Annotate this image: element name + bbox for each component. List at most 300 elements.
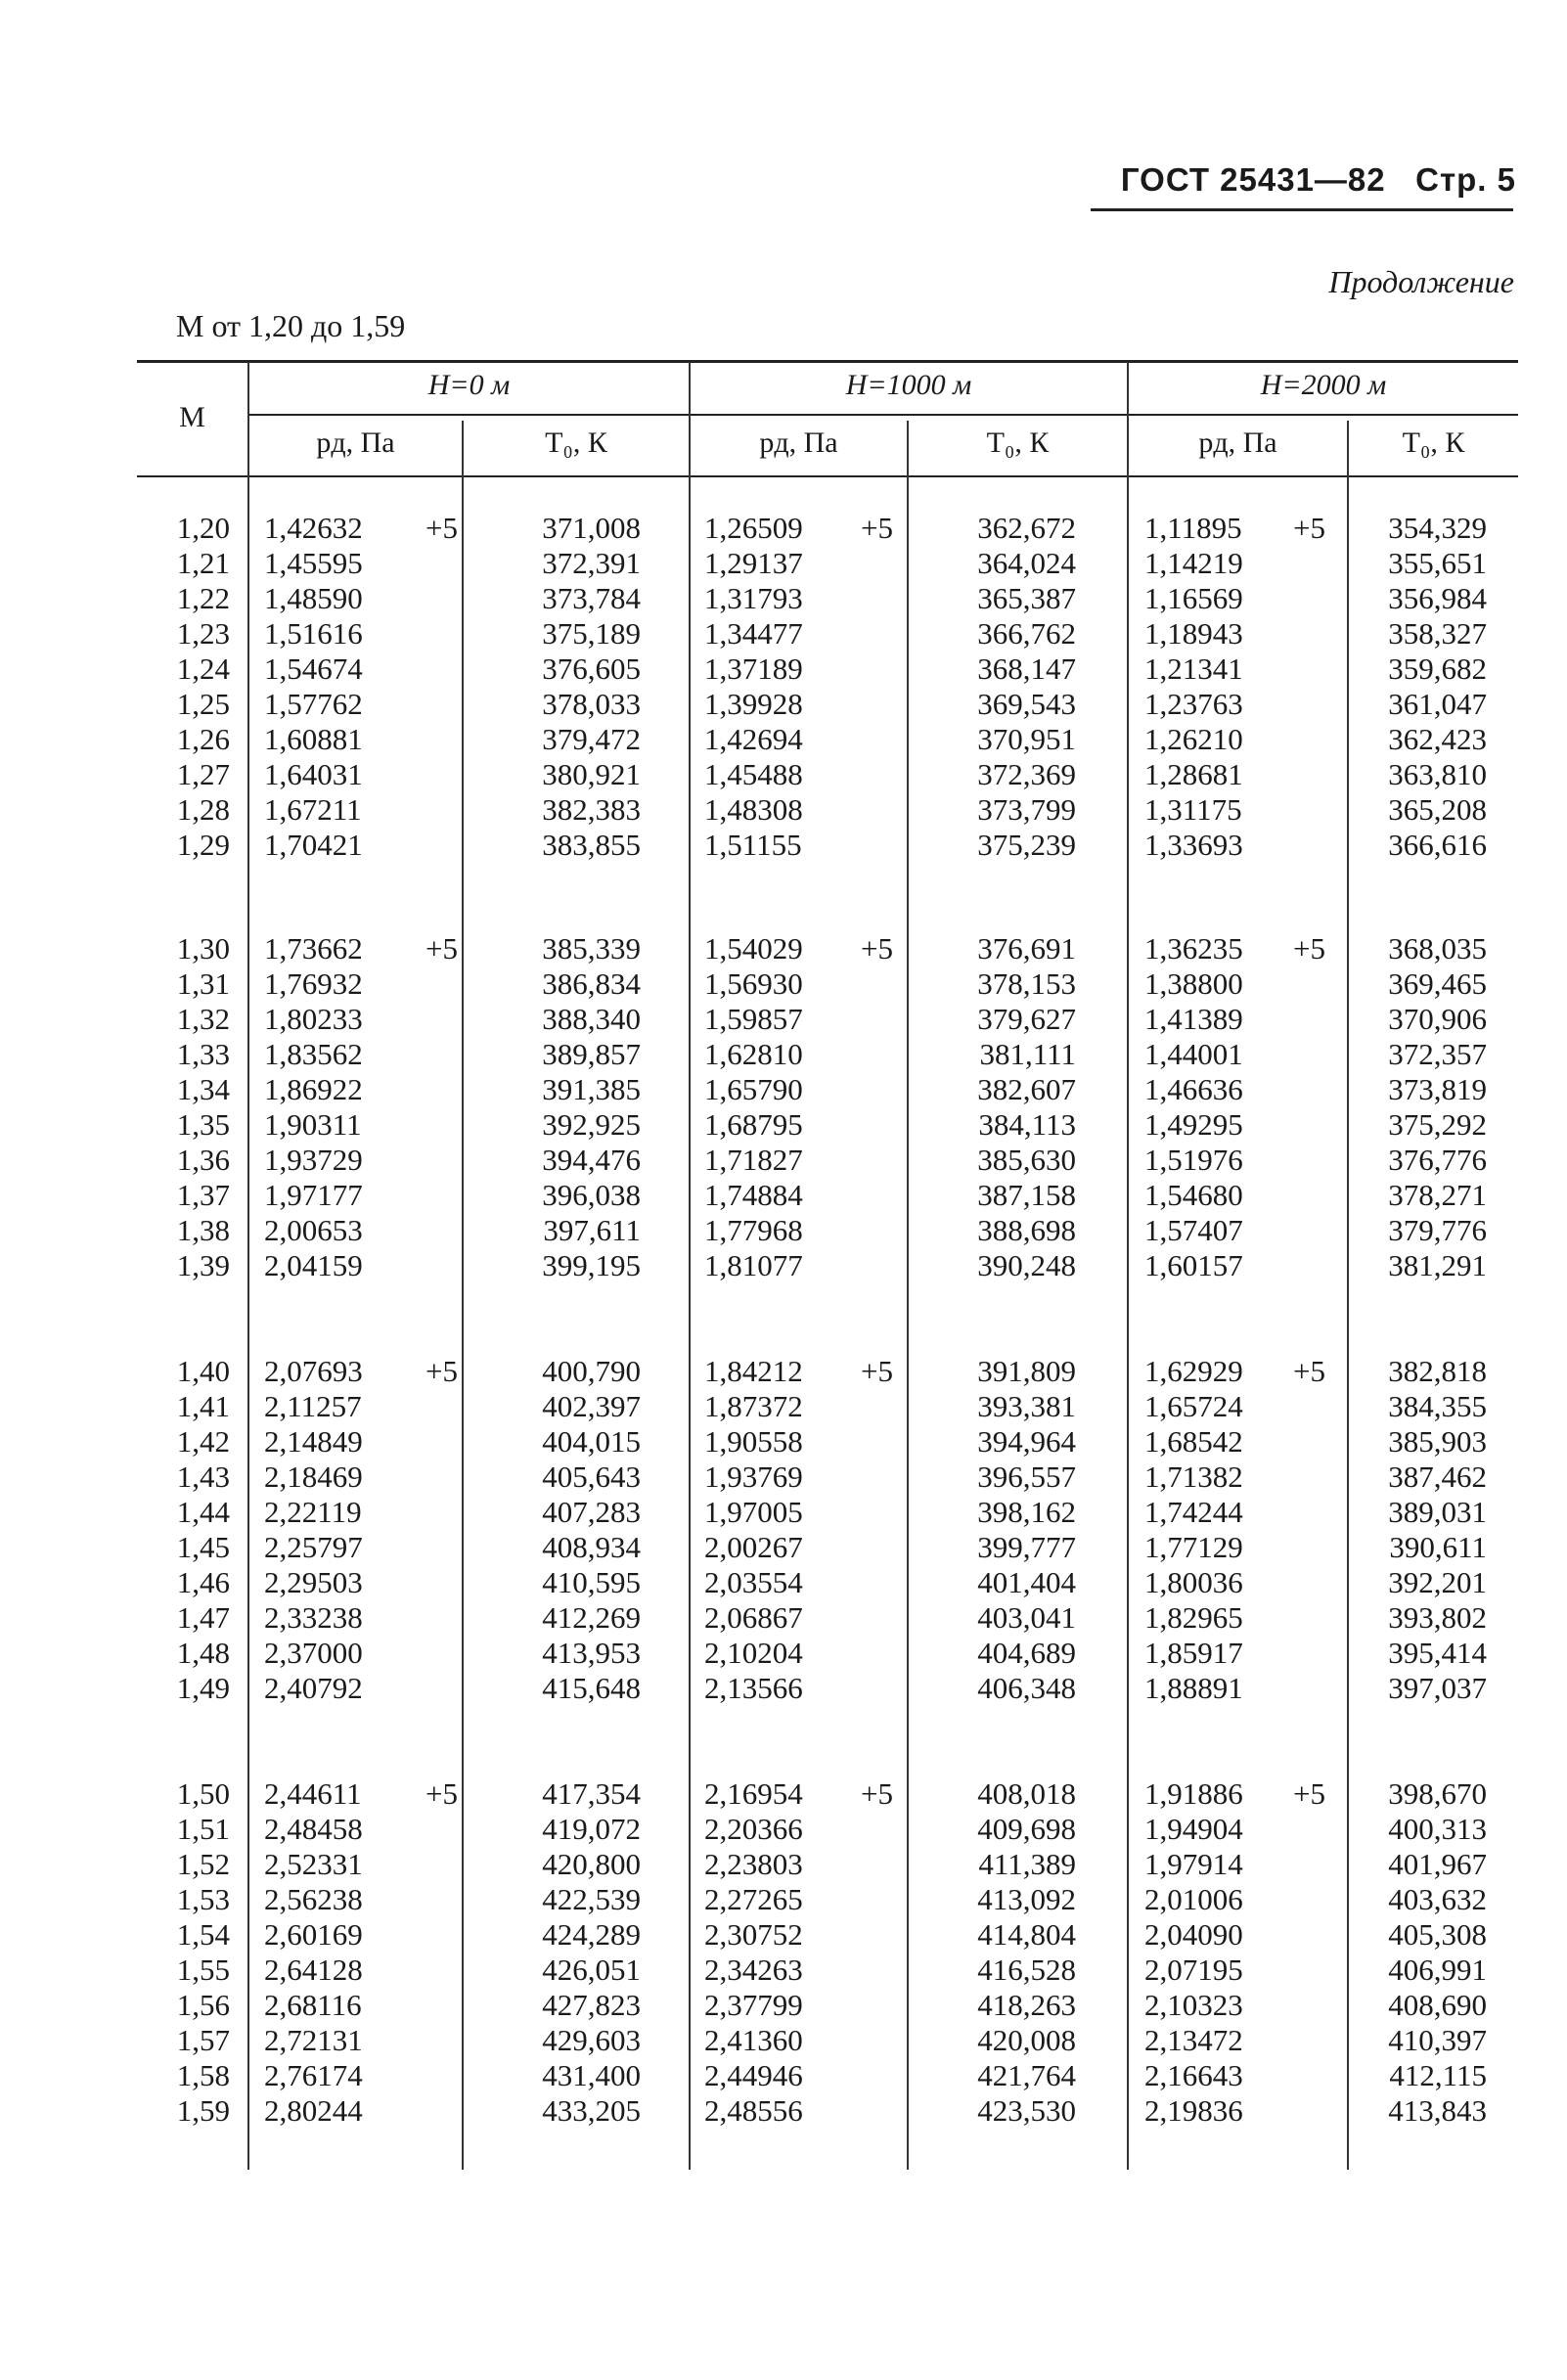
cell-p1-1-49: 2,13566 — [704, 1671, 803, 1705]
cell-p2-1-42: 1,68542 — [1144, 1424, 1243, 1459]
cell-t1-1-20: 362,672 — [977, 511, 1076, 545]
cell-t1-1-46: 401,404 — [977, 1565, 1076, 1599]
cell-p1-1-45: 2,00267 — [704, 1530, 803, 1564]
subheader-pressure-0: pд, Па — [316, 427, 395, 459]
cell-p0-1-55: 2,64128 — [264, 1953, 363, 1987]
cell-t1-1-40: 391,809 — [977, 1354, 1076, 1388]
cell-t1-1-59: 423,530 — [977, 2093, 1076, 2128]
cell-p0-1-41: 2,11257 — [264, 1389, 362, 1423]
cell-p1-1-57: 2,41360 — [704, 2023, 803, 2057]
cell-t2-1-51: 400,313 — [1388, 1812, 1487, 1846]
cell-t2-1-59: 413,843 — [1388, 2093, 1487, 2128]
cell-p1-1-58: 2,44946 — [704, 2058, 803, 2092]
cell-M-1-58: 1,58 — [176, 2058, 230, 2092]
cell-t2-1-23: 358,327 — [1388, 616, 1487, 651]
cell-p0-1-58: 2,76174 — [264, 2058, 363, 2092]
cell-t0-1-40: 400,790 — [542, 1354, 641, 1388]
cell-p0-1-46: 2,29503 — [264, 1565, 363, 1599]
cell-M-1-38: 1,38 — [176, 1213, 230, 1247]
cell-M-1-27: 1,27 — [176, 757, 230, 791]
cell-M-1-29: 1,29 — [176, 828, 230, 862]
cell-M-1-32: 1,32 — [176, 1002, 230, 1036]
cell-p2-1-36: 1,51976 — [1144, 1143, 1243, 1177]
exponent-marker: +5 — [1293, 931, 1325, 965]
cell-t2-1-21: 355,651 — [1388, 546, 1487, 580]
cell-M-1-23: 1,23 — [176, 616, 230, 651]
cell-t1-1-21: 364,024 — [977, 546, 1076, 580]
cell-t2-1-47: 393,802 — [1388, 1600, 1487, 1635]
cell-t2-1-57: 410,397 — [1388, 2023, 1487, 2057]
cell-p0-1-30: 1,73662 — [264, 931, 363, 965]
cell-t0-1-38: 397,611 — [543, 1213, 641, 1247]
cell-p2-1-45: 1,77129 — [1144, 1530, 1243, 1564]
cell-p1-1-44: 1,97005 — [704, 1495, 803, 1529]
m-column-header: М — [179, 401, 205, 433]
cell-p2-1-31: 1,38800 — [1144, 966, 1243, 1001]
cell-M-1-54: 1,54 — [176, 1917, 230, 1952]
cell-p0-1-25: 1,57762 — [264, 687, 363, 721]
subcol-separator-1 — [462, 421, 464, 2170]
cell-p0-1-59: 2,80244 — [264, 2093, 363, 2128]
page-number: Стр. 5 — [1415, 161, 1516, 198]
cell-p1-1-29: 1,51155 — [704, 828, 802, 862]
cell-p0-1-31: 1,76932 — [264, 966, 363, 1001]
cell-p2-1-27: 1,28681 — [1144, 757, 1243, 791]
cell-p2-1-22: 1,16569 — [1144, 581, 1243, 615]
cell-t2-1-58: 412,115 — [1389, 2058, 1487, 2092]
cell-p1-1-52: 2,23803 — [704, 1847, 803, 1881]
cell-t1-1-48: 404,689 — [977, 1636, 1076, 1670]
cell-M-1-56: 1,56 — [176, 1988, 230, 2022]
cell-t2-1-26: 362,423 — [1388, 722, 1487, 756]
cell-t0-1-55: 426,051 — [542, 1953, 641, 1987]
cell-t0-1-45: 408,934 — [542, 1530, 641, 1564]
cell-p0-1-39: 2,04159 — [264, 1248, 363, 1282]
cell-t1-1-44: 398,162 — [977, 1495, 1076, 1529]
altitude-separator-1 — [689, 362, 691, 2170]
cell-t1-1-53: 413,092 — [977, 1882, 1076, 1916]
cell-p0-1-54: 2,60169 — [264, 1917, 363, 1952]
cell-t0-1-25: 378,033 — [542, 687, 641, 721]
cell-p1-1-46: 2,03554 — [704, 1565, 803, 1599]
altitude-header-0: H=0 м — [427, 369, 511, 401]
cell-p1-1-26: 1,42694 — [704, 722, 803, 756]
exponent-marker: +5 — [861, 931, 893, 965]
cell-p0-1-38: 2,00653 — [264, 1213, 363, 1247]
cell-t1-1-51: 409,698 — [977, 1812, 1076, 1846]
cell-p1-1-40: 1,84212 — [704, 1354, 803, 1388]
cell-t2-1-24: 359,682 — [1388, 651, 1487, 686]
cell-t1-1-32: 379,627 — [977, 1002, 1076, 1036]
cell-p2-1-41: 1,65724 — [1144, 1389, 1243, 1423]
cell-t0-1-30: 385,339 — [542, 931, 641, 965]
cell-p1-1-55: 2,34263 — [704, 1953, 803, 1987]
cell-p2-1-21: 1,14219 — [1144, 546, 1243, 580]
cell-t0-1-56: 427,823 — [542, 1988, 641, 2022]
cell-t0-1-36: 394,476 — [542, 1143, 641, 1177]
cell-t2-1-29: 366,616 — [1388, 828, 1487, 862]
cell-t2-1-53: 403,632 — [1388, 1882, 1487, 1916]
cell-M-1-43: 1,43 — [176, 1459, 230, 1494]
cell-p0-1-24: 1,54674 — [264, 651, 363, 686]
cell-p1-1-56: 2,37799 — [704, 1988, 803, 2022]
cell-t0-1-54: 424,289 — [542, 1917, 641, 1952]
exponent-marker: +5 — [425, 511, 458, 545]
cell-p1-1-50: 2,16954 — [704, 1776, 803, 1811]
subheader-temp-0: T₀, К — [545, 427, 607, 459]
cell-M-1-46: 1,46 — [176, 1565, 230, 1599]
cell-t1-1-55: 416,528 — [977, 1953, 1076, 1987]
cell-p1-1-33: 1,62810 — [704, 1037, 803, 1071]
cell-t0-1-41: 402,397 — [542, 1389, 641, 1423]
cell-p0-1-22: 1,48590 — [264, 581, 363, 615]
cell-t1-1-43: 396,557 — [977, 1459, 1076, 1494]
cell-M-1-34: 1,34 — [176, 1072, 230, 1106]
cell-t1-1-50: 408,018 — [977, 1776, 1076, 1811]
cell-t2-1-25: 361,047 — [1388, 687, 1487, 721]
cell-p1-1-21: 1,29137 — [704, 546, 803, 580]
cell-t2-1-39: 381,291 — [1388, 1248, 1487, 1282]
cell-M-1-49: 1,49 — [176, 1671, 230, 1705]
cell-p0-1-52: 2,52331 — [264, 1847, 363, 1881]
cell-t2-1-43: 387,462 — [1388, 1459, 1487, 1494]
cell-p1-1-39: 1,81077 — [704, 1248, 803, 1282]
cell-p0-1-42: 2,14849 — [264, 1424, 363, 1459]
cell-p0-1-20: 1,42632 — [264, 511, 363, 545]
cell-p0-1-53: 2,56238 — [264, 1882, 363, 1916]
cell-p1-1-53: 2,27265 — [704, 1882, 803, 1916]
cell-M-1-36: 1,36 — [176, 1143, 230, 1177]
cell-t2-1-28: 365,208 — [1388, 792, 1487, 827]
cell-p1-1-31: 1,56930 — [704, 966, 803, 1001]
cell-p2-1-25: 1,23763 — [1144, 687, 1243, 721]
cell-p1-1-24: 1,37189 — [704, 651, 803, 686]
cell-p0-1-50: 2,44611 — [264, 1776, 362, 1811]
cell-p1-1-43: 1,93769 — [704, 1459, 803, 1494]
cell-t1-1-25: 369,543 — [977, 687, 1076, 721]
cell-t1-1-49: 406,348 — [977, 1671, 1076, 1705]
cell-t0-1-27: 380,921 — [542, 757, 641, 791]
cell-p0-1-56: 2,68116 — [264, 1988, 362, 2022]
cell-t0-1-23: 375,189 — [542, 616, 641, 651]
cell-t0-1-53: 422,539 — [542, 1882, 641, 1916]
cell-t2-1-34: 373,819 — [1388, 1072, 1487, 1106]
exponent-marker: +5 — [1293, 511, 1325, 545]
cell-M-1-57: 1,57 — [176, 2023, 230, 2057]
cell-p2-1-44: 1,74244 — [1144, 1495, 1243, 1529]
cell-p2-1-50: 1,91886 — [1144, 1776, 1243, 1811]
cell-M-1-53: 1,53 — [176, 1882, 230, 1916]
cell-p2-1-34: 1,46636 — [1144, 1072, 1243, 1106]
cell-p1-1-27: 1,45488 — [704, 757, 803, 791]
cell-p2-1-46: 1,80036 — [1144, 1565, 1243, 1599]
cell-t0-1-37: 396,038 — [542, 1178, 641, 1212]
cell-t2-1-44: 389,031 — [1388, 1495, 1487, 1529]
exponent-marker: +5 — [425, 1354, 458, 1388]
cell-M-1-59: 1,59 — [176, 2093, 230, 2128]
cell-p0-1-44: 2,22119 — [264, 1495, 362, 1529]
cell-t1-1-47: 403,041 — [977, 1600, 1076, 1635]
cell-p0-1-28: 1,67211 — [264, 792, 362, 827]
cell-p0-1-49: 2,40792 — [264, 1671, 363, 1705]
cell-t1-1-30: 376,691 — [977, 931, 1076, 965]
cell-t1-1-45: 399,777 — [977, 1530, 1076, 1564]
cell-p1-1-36: 1,71827 — [704, 1143, 803, 1177]
cell-t2-1-32: 370,906 — [1388, 1002, 1487, 1036]
cell-p0-1-26: 1,60881 — [264, 722, 363, 756]
cell-p1-1-30: 1,54029 — [704, 931, 803, 965]
cell-p1-1-23: 1,34477 — [704, 616, 803, 651]
exponent-marker: +5 — [425, 931, 458, 965]
cell-p2-1-57: 2,13472 — [1144, 2023, 1243, 2057]
cell-p1-1-54: 2,30752 — [704, 1917, 803, 1952]
subheader-temp-1000: T₀, К — [986, 427, 1050, 459]
cell-t0-1-35: 392,925 — [542, 1107, 641, 1142]
cell-t1-1-24: 368,147 — [977, 651, 1076, 686]
cell-p1-1-20: 1,26509 — [704, 511, 803, 545]
cell-p0-1-47: 2,33238 — [264, 1600, 363, 1635]
cell-M-1-48: 1,48 — [176, 1636, 230, 1670]
cell-t0-1-20: 371,008 — [542, 511, 641, 545]
cell-p2-1-58: 2,16643 — [1144, 2058, 1243, 2092]
cell-p2-1-54: 2,04090 — [1144, 1917, 1243, 1952]
cell-t0-1-43: 405,643 — [542, 1459, 641, 1494]
cell-t2-1-48: 395,414 — [1388, 1636, 1487, 1670]
cell-t2-1-54: 405,308 — [1388, 1917, 1487, 1952]
cell-M-1-44: 1,44 — [176, 1495, 230, 1529]
exponent-marker: +5 — [1293, 1776, 1325, 1811]
cell-p2-1-43: 1,71382 — [1144, 1459, 1243, 1494]
cell-p1-1-42: 1,90558 — [704, 1424, 803, 1459]
cell-p2-1-37: 1,54680 — [1144, 1178, 1243, 1212]
cell-p0-1-43: 2,18469 — [264, 1459, 363, 1494]
cell-p0-1-33: 1,83562 — [264, 1037, 363, 1071]
cell-p0-1-36: 1,93729 — [264, 1143, 363, 1177]
cell-p2-1-56: 2,10323 — [1144, 1988, 1243, 2022]
cell-t2-1-52: 401,967 — [1388, 1847, 1487, 1881]
cell-p2-1-39: 1,60157 — [1144, 1248, 1243, 1282]
cell-t1-1-31: 378,153 — [977, 966, 1076, 1001]
exponent-marker: +5 — [861, 1354, 893, 1388]
cell-t1-1-56: 418,263 — [977, 1988, 1076, 2022]
subheader-temp-2000: T₀, К — [1402, 427, 1465, 459]
cell-M-1-26: 1,26 — [176, 722, 230, 756]
cell-t1-1-57: 420,008 — [977, 2023, 1076, 2057]
altitude-header-1000: H=1000 м — [845, 369, 972, 401]
cell-t1-1-35: 384,113 — [978, 1107, 1076, 1142]
cell-p0-1-35: 1,90311 — [264, 1107, 362, 1142]
cell-t0-1-51: 419,072 — [542, 1812, 641, 1846]
cell-t0-1-24: 376,605 — [542, 651, 641, 686]
cell-p0-1-51: 2,48458 — [264, 1812, 363, 1846]
cell-t0-1-22: 373,784 — [542, 581, 641, 615]
subheader-pressure-2000: pд, Па — [1198, 427, 1277, 459]
cell-p0-1-40: 2,07693 — [264, 1354, 363, 1388]
altitude-header-2000: H=2000 м — [1260, 369, 1387, 401]
cell-t2-1-55: 406,991 — [1388, 1953, 1487, 1987]
cell-t2-1-45: 390,611 — [1389, 1530, 1487, 1564]
cell-t2-1-41: 384,355 — [1388, 1389, 1487, 1423]
cell-p1-1-38: 1,77968 — [704, 1213, 803, 1247]
cell-M-1-40: 1,40 — [176, 1354, 230, 1388]
altitude-rule — [249, 414, 1518, 416]
cell-t1-1-41: 393,381 — [977, 1389, 1076, 1423]
subheader-pressure-1000: pд, Па — [759, 427, 838, 459]
m-column-separator — [247, 362, 249, 2170]
cell-t0-1-42: 404,015 — [542, 1424, 641, 1459]
cell-p0-1-29: 1,70421 — [264, 828, 363, 862]
cell-p2-1-59: 2,19836 — [1144, 2093, 1243, 2128]
cell-p1-1-37: 1,74884 — [704, 1178, 803, 1212]
cell-p0-1-21: 1,45595 — [264, 546, 363, 580]
table-top-rule — [137, 360, 1518, 363]
cell-t2-1-56: 408,690 — [1388, 1988, 1487, 2022]
cell-M-1-21: 1,21 — [176, 546, 230, 580]
cell-p0-1-27: 1,64031 — [264, 757, 363, 791]
cell-t1-1-33: 381,111 — [979, 1037, 1076, 1071]
cell-p2-1-28: 1,31175 — [1144, 792, 1242, 827]
cell-t0-1-52: 420,800 — [542, 1847, 641, 1881]
cell-M-1-30: 1,30 — [176, 931, 230, 965]
cell-t1-1-36: 385,630 — [977, 1143, 1076, 1177]
header-bottom-rule — [137, 475, 1518, 477]
cell-p1-1-47: 2,06867 — [704, 1600, 803, 1635]
cell-t2-1-42: 385,903 — [1388, 1424, 1487, 1459]
cell-t1-1-58: 421,764 — [977, 2058, 1076, 2092]
cell-t2-1-38: 379,776 — [1388, 1213, 1487, 1247]
cell-p2-1-23: 1,18943 — [1144, 616, 1243, 651]
cell-t1-1-52: 411,389 — [978, 1847, 1076, 1881]
cell-M-1-42: 1,42 — [176, 1424, 230, 1459]
continuation-label: Продолжение — [1328, 264, 1514, 299]
cell-p2-1-30: 1,36235 — [1144, 931, 1243, 965]
cell-p0-1-37: 1,97177 — [264, 1178, 363, 1212]
cell-p2-1-33: 1,44001 — [1144, 1037, 1243, 1071]
cell-M-1-39: 1,39 — [176, 1248, 230, 1282]
cell-t0-1-31: 386,834 — [542, 966, 641, 1001]
cell-t1-1-34: 382,607 — [977, 1072, 1076, 1106]
cell-M-1-28: 1,28 — [176, 792, 230, 827]
cell-p2-1-20: 1,11895 — [1144, 511, 1242, 545]
cell-t1-1-37: 387,158 — [977, 1178, 1076, 1212]
exponent-marker: +5 — [861, 511, 893, 545]
cell-t1-1-29: 375,239 — [977, 828, 1076, 862]
cell-t0-1-26: 379,472 — [542, 722, 641, 756]
cell-p2-1-38: 1,57407 — [1144, 1213, 1243, 1247]
cell-t0-1-32: 388,340 — [542, 1002, 641, 1036]
cell-M-1-24: 1,24 — [176, 651, 230, 686]
range-label: М от 1,20 до 1,59 — [176, 308, 406, 343]
cell-p2-1-32: 1,41389 — [1144, 1002, 1243, 1036]
cell-M-1-35: 1,35 — [176, 1107, 230, 1142]
cell-p2-1-48: 1,85917 — [1144, 1636, 1243, 1670]
cell-M-1-45: 1,45 — [176, 1530, 230, 1564]
cell-p0-1-32: 1,80233 — [264, 1002, 363, 1036]
cell-t1-1-54: 414,804 — [977, 1917, 1076, 1952]
cell-p1-1-22: 1,31793 — [704, 581, 803, 615]
cell-t2-1-49: 397,037 — [1388, 1671, 1487, 1705]
cell-t0-1-59: 433,205 — [542, 2093, 641, 2128]
cell-p1-1-41: 1,87372 — [704, 1389, 803, 1423]
cell-p0-1-57: 2,72131 — [264, 2023, 363, 2057]
cell-M-1-55: 1,55 — [176, 1953, 230, 1987]
cell-t1-1-28: 373,799 — [977, 792, 1076, 827]
subcol-separator-3 — [1347, 421, 1349, 2170]
cell-p0-1-23: 1,51616 — [264, 616, 363, 651]
cell-t2-1-37: 378,271 — [1388, 1178, 1487, 1212]
cell-p1-1-51: 2,20366 — [704, 1812, 803, 1846]
cell-t2-1-33: 372,357 — [1388, 1037, 1487, 1071]
cell-M-1-41: 1,41 — [176, 1389, 230, 1423]
cell-p1-1-25: 1,39928 — [704, 687, 803, 721]
cell-M-1-51: 1,51 — [176, 1812, 230, 1846]
exponent-marker: +5 — [425, 1776, 458, 1811]
altitude-separator-2 — [1127, 362, 1129, 2170]
cell-t1-1-26: 370,951 — [977, 722, 1076, 756]
cell-t1-1-27: 372,369 — [977, 757, 1076, 791]
cell-t0-1-29: 383,855 — [542, 828, 641, 862]
cell-t0-1-47: 412,269 — [542, 1600, 641, 1635]
cell-p0-1-48: 2,37000 — [264, 1636, 363, 1670]
cell-p2-1-29: 1,33693 — [1144, 828, 1243, 862]
cell-M-1-47: 1,47 — [176, 1600, 230, 1635]
cell-t0-1-49: 415,648 — [542, 1671, 641, 1705]
cell-t0-1-21: 372,391 — [542, 546, 641, 580]
cell-M-1-25: 1,25 — [176, 687, 230, 721]
cell-t0-1-33: 389,857 — [542, 1037, 641, 1071]
cell-t0-1-44: 407,283 — [542, 1495, 641, 1529]
cell-t1-1-39: 390,248 — [977, 1248, 1076, 1282]
cell-M-1-50: 1,50 — [176, 1776, 230, 1811]
cell-t2-1-31: 369,465 — [1388, 966, 1487, 1001]
cell-p2-1-47: 1,82965 — [1144, 1600, 1243, 1635]
cell-t0-1-39: 399,195 — [542, 1248, 641, 1282]
cell-t1-1-22: 365,387 — [977, 581, 1076, 615]
cell-p2-1-24: 1,21341 — [1144, 651, 1243, 686]
cell-t0-1-34: 391,385 — [542, 1072, 641, 1106]
cell-t2-1-35: 375,292 — [1388, 1107, 1487, 1142]
cell-p2-1-55: 2,07195 — [1144, 1953, 1243, 1987]
cell-p2-1-52: 1,97914 — [1144, 1847, 1243, 1881]
cell-p0-1-45: 2,25797 — [264, 1530, 363, 1564]
page-header — [1086, 161, 1516, 199]
cell-M-1-33: 1,33 — [176, 1037, 230, 1071]
cell-t0-1-48: 413,953 — [542, 1636, 641, 1670]
cell-t2-1-40: 382,818 — [1388, 1354, 1487, 1388]
cell-M-1-31: 1,31 — [176, 966, 230, 1001]
header-rule — [1091, 208, 1513, 211]
cell-t0-1-46: 410,595 — [542, 1565, 641, 1599]
cell-t2-1-27: 363,810 — [1388, 757, 1487, 791]
cell-t2-1-20: 354,329 — [1388, 511, 1487, 545]
cell-t1-1-42: 394,964 — [977, 1424, 1076, 1459]
cell-p1-1-35: 1,68795 — [704, 1107, 803, 1142]
cell-t2-1-50: 398,670 — [1388, 1776, 1487, 1811]
standard-number: ГОСТ 25431—82 — [1120, 161, 1386, 198]
exponent-marker: +5 — [861, 1776, 893, 1811]
cell-t0-1-57: 429,603 — [542, 2023, 641, 2057]
cell-M-1-52: 1,52 — [176, 1847, 230, 1881]
cell-p2-1-53: 2,01006 — [1144, 1882, 1243, 1916]
cell-p1-1-32: 1,59857 — [704, 1002, 803, 1036]
cell-p1-1-28: 1,48308 — [704, 792, 803, 827]
cell-t0-1-50: 417,354 — [542, 1776, 641, 1811]
cell-t0-1-58: 431,400 — [542, 2058, 641, 2092]
cell-p1-1-34: 1,65790 — [704, 1072, 803, 1106]
cell-M-1-37: 1,37 — [176, 1178, 230, 1212]
cell-p1-1-48: 2,10204 — [704, 1636, 803, 1670]
cell-p2-1-51: 1,94904 — [1144, 1812, 1243, 1846]
